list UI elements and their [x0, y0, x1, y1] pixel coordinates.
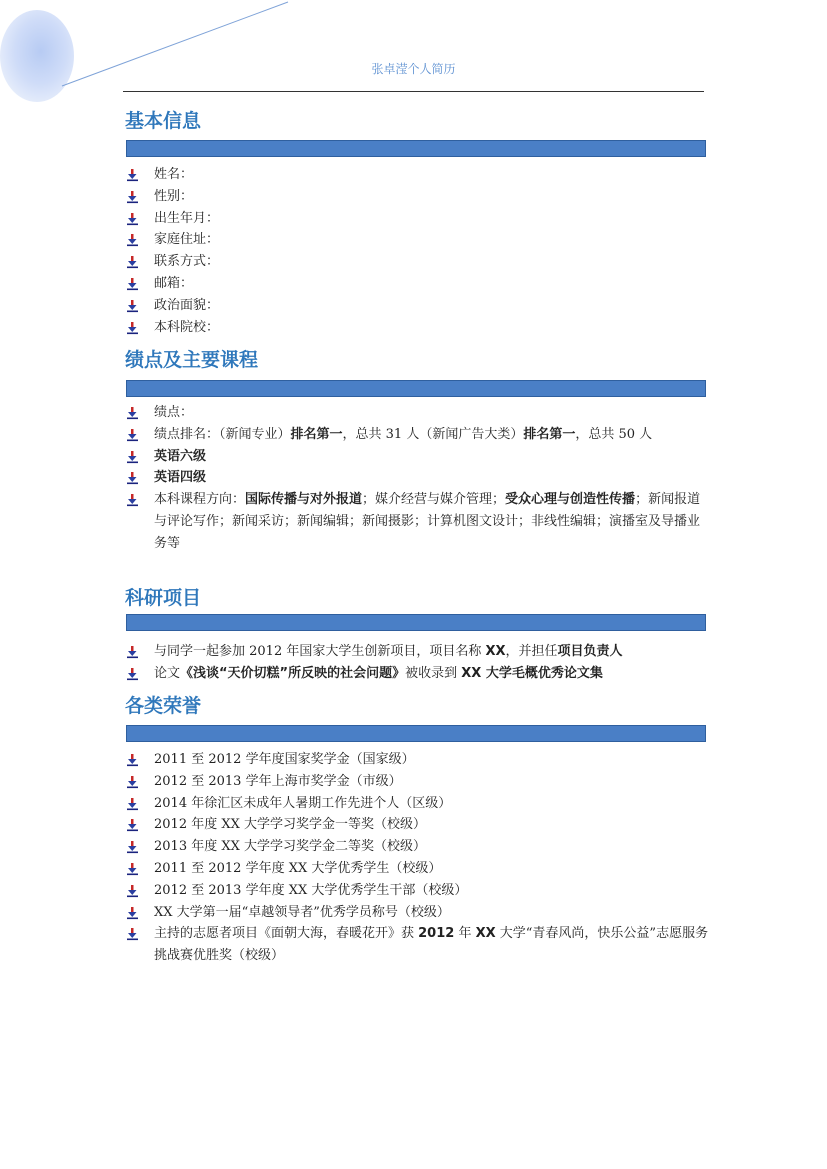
- arrow-bullet-icon: [126, 277, 140, 291]
- honors-list: [126, 749, 710, 967]
- page-header-title: 张卓滢个人简历: [371, 62, 456, 76]
- arrow-bullet-icon: [126, 428, 140, 442]
- arrow-bullet-icon: [126, 450, 140, 464]
- arrow-bullet-icon: [126, 168, 140, 182]
- list-item: 姓名：: [126, 164, 710, 186]
- list-item: 邮箱：: [126, 273, 710, 295]
- arrow-bullet-icon: [126, 471, 140, 485]
- arrow-bullet-icon: [126, 753, 140, 767]
- section-bar: [126, 140, 706, 157]
- arrow-bullet-icon: [126, 667, 140, 681]
- arrow-bullet-icon: [126, 906, 140, 920]
- list-item: 联系方式：: [126, 251, 710, 273]
- list-item: 绩点：: [126, 402, 710, 424]
- arrow-bullet-icon: [126, 884, 140, 898]
- arrow-bullet-icon: [126, 797, 140, 811]
- section-title-honors: 各类荣誉: [125, 695, 202, 717]
- arrow-bullet-icon: [126, 775, 140, 789]
- arrow-bullet-icon: [126, 862, 140, 876]
- arrow-bullet-icon: [126, 255, 140, 269]
- section-bar: [126, 380, 706, 397]
- section-bar: [126, 614, 706, 631]
- list-item: 性别：: [126, 186, 710, 208]
- basic-info-list: [126, 164, 710, 338]
- list-item: 2012 年度 XX 大学学习奖学金一等奖（校级）: [126, 814, 710, 836]
- list-item: 本科院校：: [126, 317, 710, 339]
- arrow-bullet-icon: [126, 321, 140, 335]
- list-item: 2013 年度 XX 大学学习奖学金二等奖（校级）: [126, 836, 710, 858]
- list-item: 论文《浅谈“天价切糕”所反映的社会问题》被收录到 XX 大学毛概优秀论文集: [126, 663, 710, 685]
- arrow-bullet-icon: [126, 299, 140, 313]
- list-item: 英语六级: [126, 446, 710, 468]
- list-item: 本科课程方向：国际传播与对外报道；媒介经营与媒介管理；受众心理与创造性传播；新闻报道与评论写作；新闻采访；新闻编辑；新闻摄影；计算机图文设计；非线性编辑；演播室及导播业务等: [126, 489, 710, 554]
- section-bar: [126, 725, 706, 742]
- arrow-bullet-icon: [126, 840, 140, 854]
- list-item: 2012 至 2013 学年度 XX 大学优秀学生干部（校级）: [126, 880, 710, 902]
- arrow-bullet-icon: [126, 493, 140, 507]
- decorative-line: [0, 0, 300, 100]
- list-item: 主持的志愿者项目《面朝大海，春暖花开》获 2012 年 XX 大学“青春风尚，快乐公益”志愿服务挑战赛优胜奖（校级）: [126, 923, 710, 967]
- section-title-research: 科研项目: [125, 587, 202, 609]
- research-list: [126, 641, 710, 685]
- list-item: 出生年月：: [126, 208, 710, 230]
- gpa-courses-list: [126, 402, 710, 555]
- arrow-bullet-icon: [126, 818, 140, 832]
- arrow-bullet-icon: [126, 190, 140, 204]
- list-item: 绩点排名：（新闻专业）排名第一，总共 31 人（新闻广告大类）排名第一，总共 50 人: [126, 424, 710, 446]
- list-item: 政治面貌：: [126, 295, 710, 317]
- arrow-bullet-icon: [126, 233, 140, 247]
- list-item: 英语四级: [126, 467, 710, 489]
- list-item: 家庭住址：: [126, 229, 710, 251]
- list-item: 2014 年徐汇区未成年人暑期工作先进个人（区级）: [126, 793, 710, 815]
- list-item: 2011 至 2012 学年度国家奖学金（国家级）: [126, 749, 710, 771]
- list-item: 2012 至 2013 学年上海市奖学金（市级）: [126, 771, 710, 793]
- arrow-bullet-icon: [126, 212, 140, 226]
- section-title-basic-info: 基本信息: [125, 110, 202, 132]
- list-item: 与同学一起参加 2012 年国家大学生创新项目，项目名称 XX，并担任项目负责人: [126, 641, 710, 663]
- list-item: 2011 至 2012 学年度 XX 大学优秀学生（校级）: [126, 858, 710, 880]
- list-item: XX 大学第一届“卓越领导者”优秀学员称号（校级）: [126, 902, 710, 924]
- arrow-bullet-icon: [126, 406, 140, 420]
- arrow-bullet-icon: [126, 645, 140, 659]
- header-divider: [123, 91, 704, 92]
- section-title-gpa-courses: 绩点及主要课程: [125, 349, 259, 371]
- arrow-bullet-icon: [126, 927, 140, 941]
